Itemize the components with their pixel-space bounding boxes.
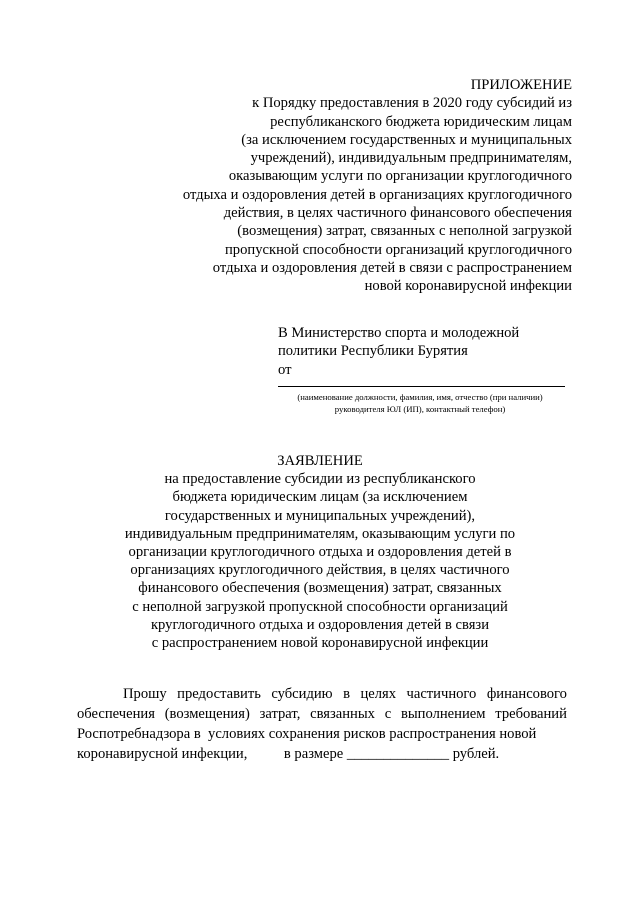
applicant-fill-line: [278, 386, 565, 387]
statement-title-block: [0, 452, 640, 652]
word: в: [343, 686, 350, 702]
word: финансового: [486, 686, 567, 702]
word: связанных: [310, 706, 375, 722]
appendix-line: действия, в целях частичного финансового обеспечения: [223, 205, 572, 222]
appendix-line: (возмещения) затрат, связанных с неполной загрузкой: [237, 223, 572, 240]
statement-line: круглогодичного отдыха и оздоровления детей в связи: [150, 616, 490, 633]
caption-line: руководителя ЮЛ (ИП), контактный телефон): [334, 403, 506, 414]
word: (возмещения): [164, 706, 250, 722]
appendix-line: пропускной способности организаций круглогодичного: [225, 241, 572, 258]
request-line-3: [77, 724, 567, 744]
appendix-line: отдыха и оздоровления детей в организациях круглогодичного: [182, 186, 572, 203]
appendix-block: [150, 76, 572, 296]
statement-line: организации круглогодичного отдыха и оздоровления детей в: [128, 544, 512, 561]
request-paragraph: [77, 684, 567, 764]
word: с: [384, 706, 392, 722]
statement-line: организациях круглогодичного действия, в целях частичного: [130, 562, 510, 579]
statement-title: ЗАЯВЛЕНИЕ: [277, 453, 363, 469]
addressee-block: [278, 324, 578, 379]
word: обеспечения: [77, 706, 155, 722]
appendix-line: новой коронавирусной инфекции: [364, 278, 572, 295]
request-line-4: [77, 744, 567, 764]
word: требований: [495, 706, 567, 722]
appendix-line: к Порядку предоставления в 2020 году субсидий из: [252, 95, 572, 112]
statement-line: с распространением новой коронавирусной инфекции: [151, 635, 489, 652]
request-text: Роспотребнадзора в условиях сохранения рисков распространения новой: [77, 726, 537, 742]
appendix-line: отдыха и оздоровления детей в связи с распространением: [212, 259, 572, 276]
request-line-2: [77, 704, 567, 724]
appendix-line: республиканского бюджета юридическим лицам: [270, 113, 572, 130]
request-amount-text: коронавирусной инфекции, в размере ______________ рублей.: [77, 746, 500, 762]
word: субсидию: [271, 686, 333, 702]
word: целях: [360, 686, 397, 702]
request-line-1: [77, 684, 567, 704]
addressee-from: от: [278, 361, 292, 378]
applicant-caption: [270, 392, 570, 415]
word: предоставить: [177, 686, 261, 702]
statement-line: государственных и муниципальных учреждений),: [164, 507, 476, 524]
statement-line: бюджета юридическим лицам (за исключением: [172, 489, 468, 506]
word: Прошу: [123, 686, 167, 702]
appendix-line: (за исключением государственных и муниципальных: [241, 131, 572, 148]
addressee-line: В Министерство спорта и молодежной: [278, 325, 520, 341]
statement-line: финансового обеспечения (возмещения) затрат, связанных: [138, 580, 502, 597]
word: выполнением: [400, 706, 486, 722]
statement-line: на предоставление субсидии из республиканского: [164, 471, 476, 488]
caption-line: (наименование должности, фамилия, имя, отчество (при наличии): [297, 392, 543, 402]
word: затрат,: [259, 706, 301, 722]
statement-line: индивидуальным предпринимателям, оказывающим услуги по: [124, 525, 516, 542]
word: частичного: [406, 686, 477, 702]
statement-line: с неполной загрузкой пропускной способности организаций: [132, 598, 508, 615]
appendix-line: учреждений), индивидуальным предпринимателям,: [250, 150, 572, 167]
addressee-line: политики Республики Бурятия: [278, 343, 468, 360]
appendix-line: оказывающим услуги по организации круглогодичного: [228, 168, 572, 185]
appendix-heading: ПРИЛОЖЕНИЕ: [470, 77, 572, 93]
